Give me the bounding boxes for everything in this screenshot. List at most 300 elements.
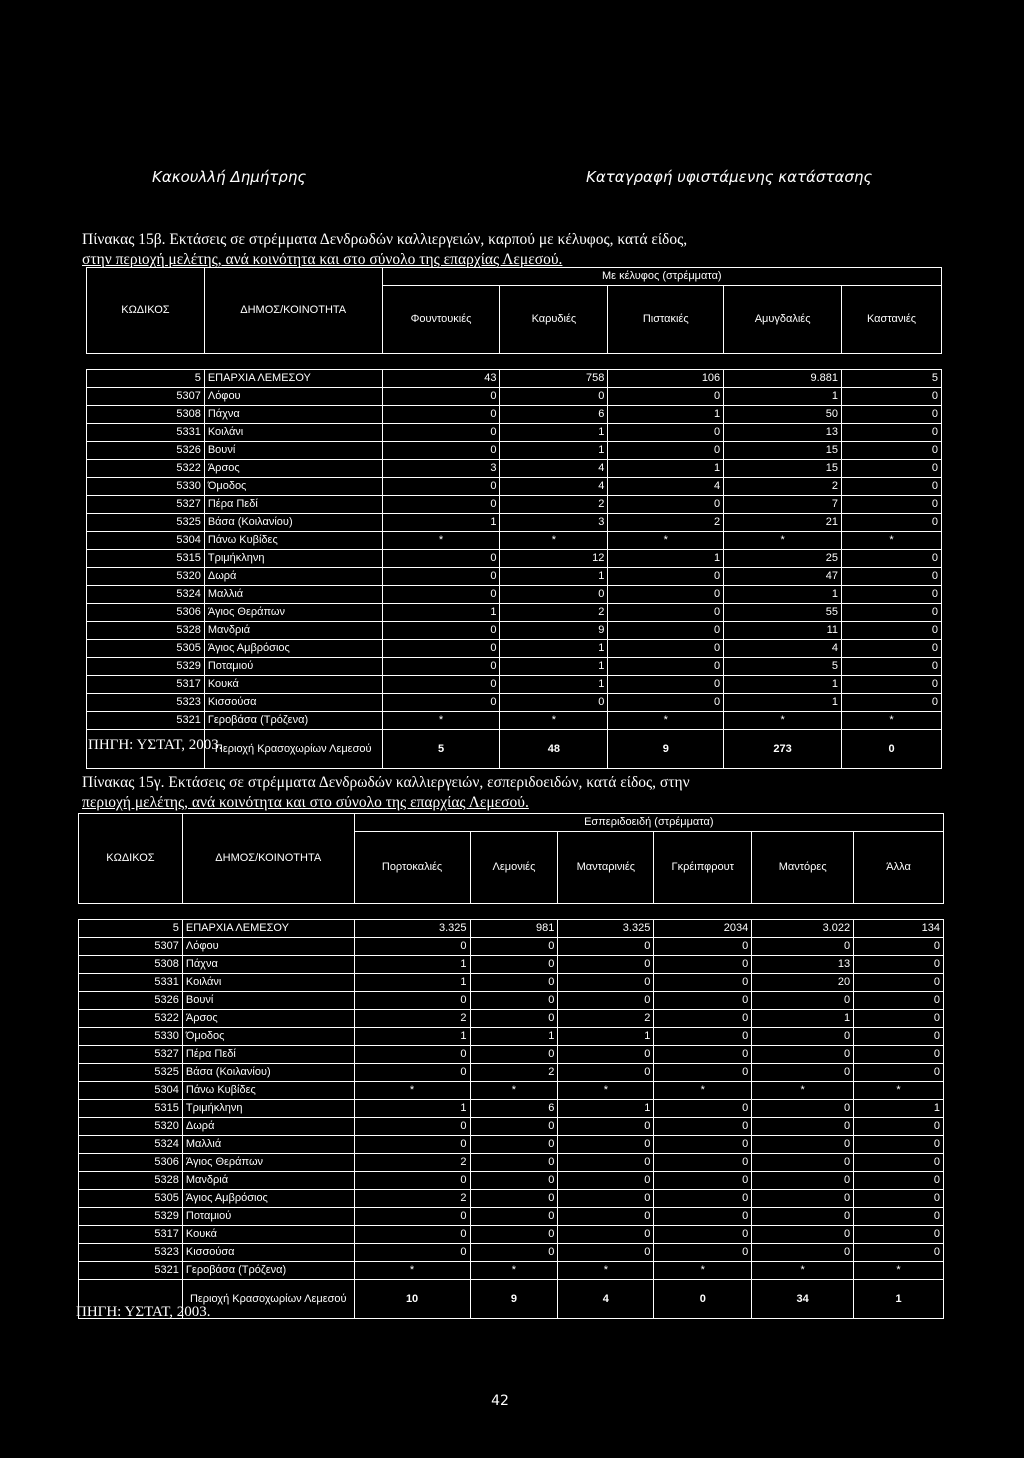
row-name: Τριμήκληνη bbox=[182, 1100, 354, 1118]
row-value: 1 bbox=[500, 640, 608, 658]
row-value: 0 bbox=[558, 956, 654, 974]
row-value: 0 bbox=[382, 388, 500, 406]
row-value: 25 bbox=[724, 550, 842, 568]
row-value: 2 bbox=[724, 478, 842, 496]
row-name: Δωρά bbox=[182, 1118, 354, 1136]
row-value: 0 bbox=[654, 1100, 752, 1118]
row-code: 5304 bbox=[87, 532, 205, 550]
row-value: 0 bbox=[470, 974, 558, 992]
row-value: 0 bbox=[608, 568, 724, 586]
row-value: 1 bbox=[608, 460, 724, 478]
row-name: Κουκά bbox=[204, 676, 382, 694]
row-name: Άγιος Αμβρόσιος bbox=[182, 1190, 354, 1208]
row-value: 0 bbox=[558, 938, 654, 956]
row-value: 0 bbox=[854, 1028, 944, 1046]
row-value: * bbox=[752, 1262, 854, 1280]
table-b-source: ΠΗΓΗ: ΥΣΤΑΤ, 2003. bbox=[88, 737, 223, 753]
row-value: 0 bbox=[558, 1064, 654, 1082]
column-header: Πιστακιές bbox=[608, 286, 724, 354]
row-value: 0 bbox=[382, 406, 500, 424]
row-code: 5325 bbox=[87, 514, 205, 532]
row-value: 0 bbox=[752, 992, 854, 1010]
row-value: 0 bbox=[470, 1046, 558, 1064]
table-row bbox=[87, 694, 942, 712]
row-value: 1 bbox=[752, 1010, 854, 1028]
row-value: 758 bbox=[500, 370, 608, 388]
row-code: 5 bbox=[79, 920, 183, 938]
row-name: Μαλλιά bbox=[182, 1136, 354, 1154]
row-value: 0 bbox=[654, 1064, 752, 1082]
table-row bbox=[87, 370, 942, 388]
row-value: 2 bbox=[354, 1010, 470, 1028]
row-value: 1 bbox=[382, 514, 500, 532]
row-name: Άγιος Θεράπων bbox=[182, 1154, 354, 1172]
row-value: 0 bbox=[382, 640, 500, 658]
row-value: 0 bbox=[354, 1064, 470, 1082]
row-value: 1 bbox=[354, 956, 470, 974]
row-value: 0 bbox=[654, 1118, 752, 1136]
row-value: 0 bbox=[470, 1010, 558, 1028]
total-name: Περιοχή Κρασοχωρίων Λεμεσού bbox=[182, 1280, 354, 1319]
total-value: 273 bbox=[724, 730, 842, 769]
row-value: 0 bbox=[470, 1172, 558, 1190]
total-value: 0 bbox=[654, 1280, 752, 1319]
row-value: 0 bbox=[854, 1172, 944, 1190]
row-value: 0 bbox=[842, 496, 942, 514]
row-value: 0 bbox=[470, 1208, 558, 1226]
row-value: 1 bbox=[500, 442, 608, 460]
row-code: 5306 bbox=[87, 604, 205, 622]
row-value: 0 bbox=[752, 938, 854, 956]
row-value: 0 bbox=[558, 1172, 654, 1190]
row-name: Λόφου bbox=[182, 938, 354, 956]
row-name: Όμοδος bbox=[204, 478, 382, 496]
row-code: 5323 bbox=[87, 694, 205, 712]
row-value: 1 bbox=[724, 388, 842, 406]
row-name: Πέρα Πεδί bbox=[204, 496, 382, 514]
row-name: Βάσα (Κοιλανίου) bbox=[182, 1064, 354, 1082]
row-value: 0 bbox=[654, 956, 752, 974]
row-value: 0 bbox=[842, 406, 942, 424]
row-name: Μανδριά bbox=[182, 1172, 354, 1190]
row-value: 0 bbox=[382, 694, 500, 712]
row-code: 5305 bbox=[87, 640, 205, 658]
row-value: 2 bbox=[354, 1190, 470, 1208]
row-value: 1 bbox=[608, 406, 724, 424]
table-row bbox=[79, 956, 944, 974]
row-value: 21 bbox=[724, 514, 842, 532]
table-row bbox=[87, 478, 942, 496]
row-code: 5327 bbox=[79, 1046, 183, 1064]
row-value: 0 bbox=[470, 1190, 558, 1208]
row-value: * bbox=[470, 1082, 558, 1100]
table-row bbox=[87, 676, 942, 694]
row-value: * bbox=[608, 532, 724, 550]
row-value: 0 bbox=[842, 586, 942, 604]
column-header: Γκρέιπφρουτ bbox=[654, 832, 752, 904]
row-value: 0 bbox=[608, 586, 724, 604]
table-row bbox=[79, 1208, 944, 1226]
row-value: 0 bbox=[842, 640, 942, 658]
row-value: * bbox=[500, 712, 608, 730]
row-value: 0 bbox=[842, 478, 942, 496]
row-value: 0 bbox=[382, 424, 500, 442]
row-value: 5 bbox=[842, 370, 942, 388]
name-column-header: ΔΗΜΟΣ/ΚΟΙΝΟΤΗΤΑ bbox=[204, 268, 382, 354]
row-value: 2 bbox=[500, 496, 608, 514]
row-code: 5326 bbox=[87, 442, 205, 460]
row-value: 12 bbox=[500, 550, 608, 568]
row-value: 0 bbox=[654, 1046, 752, 1064]
row-value: 0 bbox=[842, 568, 942, 586]
row-value: 0 bbox=[854, 938, 944, 956]
row-value: 0 bbox=[608, 694, 724, 712]
row-code: 5331 bbox=[87, 424, 205, 442]
row-value: * bbox=[724, 712, 842, 730]
row-value: 0 bbox=[842, 676, 942, 694]
row-name: Λόφου bbox=[204, 388, 382, 406]
header-section: Καταγραφή υφιστάμενης κατάστασης bbox=[586, 168, 873, 186]
row-code: 5324 bbox=[79, 1136, 183, 1154]
row-name: Πάνω Κυβίδες bbox=[182, 1082, 354, 1100]
row-name: Κοιλάνι bbox=[204, 424, 382, 442]
row-value: 0 bbox=[470, 1154, 558, 1172]
row-value: 0 bbox=[854, 1190, 944, 1208]
table-b-caption bbox=[82, 230, 942, 270]
row-value: 1 bbox=[354, 974, 470, 992]
row-value: 0 bbox=[854, 956, 944, 974]
row-value: 0 bbox=[854, 1136, 944, 1154]
row-value: 13 bbox=[724, 424, 842, 442]
row-code: 5307 bbox=[79, 938, 183, 956]
table-row bbox=[79, 1118, 944, 1136]
column-header: Φουντουκιές bbox=[382, 286, 500, 354]
column-header: Καστανιές bbox=[842, 286, 942, 354]
row-value: 0 bbox=[842, 388, 942, 406]
table-row bbox=[87, 640, 942, 658]
total-value: 10 bbox=[354, 1280, 470, 1319]
row-value: 11 bbox=[724, 622, 842, 640]
row-value: 0 bbox=[842, 604, 942, 622]
row-value: * bbox=[470, 1262, 558, 1280]
row-value: 134 bbox=[854, 920, 944, 938]
table-row bbox=[87, 712, 942, 730]
row-code: 5320 bbox=[79, 1118, 183, 1136]
code-column-header: ΚΩΔΙΚΟΣ bbox=[87, 268, 205, 354]
column-header: Μανταρινιές bbox=[558, 832, 654, 904]
row-value: 0 bbox=[654, 1208, 752, 1226]
row-value: 9.881 bbox=[724, 370, 842, 388]
row-code: 5326 bbox=[79, 992, 183, 1010]
row-value: 0 bbox=[842, 424, 942, 442]
row-code: 5324 bbox=[87, 586, 205, 604]
row-value: 106 bbox=[608, 370, 724, 388]
table-b-caption-line1: Πίνακας 15β. Εκτάσεις σε στρέμματα Δενδρωδών καλλιεργειών, καρπού με κέλυφος, κατά είδος, bbox=[82, 231, 688, 248]
column-header: Άλλα bbox=[854, 832, 944, 904]
row-value: * bbox=[724, 532, 842, 550]
row-name: Μαλλιά bbox=[204, 586, 382, 604]
row-name: Άρσος bbox=[182, 1010, 354, 1028]
row-name: Άρσος bbox=[204, 460, 382, 478]
row-value: 0 bbox=[752, 1046, 854, 1064]
table-b bbox=[86, 267, 942, 769]
row-value: 13 bbox=[752, 956, 854, 974]
row-value: 0 bbox=[854, 1064, 944, 1082]
row-name: Πάχνα bbox=[182, 956, 354, 974]
row-code: 5317 bbox=[79, 1226, 183, 1244]
row-value: 0 bbox=[470, 956, 558, 974]
table-c bbox=[78, 813, 944, 1319]
row-code: 5315 bbox=[87, 550, 205, 568]
row-name: Τριμήκληνη bbox=[204, 550, 382, 568]
row-value: * bbox=[842, 712, 942, 730]
row-value: 47 bbox=[724, 568, 842, 586]
table-row bbox=[79, 992, 944, 1010]
row-value: 0 bbox=[558, 1244, 654, 1262]
row-value: 0 bbox=[608, 640, 724, 658]
row-value: 0 bbox=[752, 1136, 854, 1154]
row-value: 0 bbox=[842, 460, 942, 478]
total-value: 5 bbox=[382, 730, 500, 769]
row-value: 3.022 bbox=[752, 920, 854, 938]
row-value: 6 bbox=[470, 1100, 558, 1118]
table-row bbox=[87, 424, 942, 442]
column-header: Πορτοκαλιές bbox=[354, 832, 470, 904]
row-code: 5306 bbox=[79, 1154, 183, 1172]
row-name: Κοιλάνι bbox=[182, 974, 354, 992]
column-header: Αμυγδαλιές bbox=[724, 286, 842, 354]
column-header: Καρυδιές bbox=[500, 286, 608, 354]
row-value: 6 bbox=[500, 406, 608, 424]
row-value: 0 bbox=[854, 974, 944, 992]
row-value: 0 bbox=[752, 1226, 854, 1244]
row-value: 4 bbox=[608, 478, 724, 496]
row-code: 5329 bbox=[79, 1208, 183, 1226]
table-row bbox=[87, 406, 942, 424]
row-value: 0 bbox=[608, 388, 724, 406]
row-value: 0 bbox=[842, 442, 942, 460]
table-row bbox=[87, 460, 942, 478]
row-value: 0 bbox=[752, 1118, 854, 1136]
row-value: 0 bbox=[752, 1028, 854, 1046]
table-row bbox=[87, 658, 942, 676]
row-value: 0 bbox=[558, 992, 654, 1010]
row-value: 0 bbox=[608, 424, 724, 442]
row-value: 0 bbox=[354, 1226, 470, 1244]
header-author: Κακουλλή Δημήτρης bbox=[152, 168, 307, 186]
total-value: 0 bbox=[842, 730, 942, 769]
row-name: Όμοδος bbox=[182, 1028, 354, 1046]
table-row bbox=[87, 622, 942, 640]
row-value: 0 bbox=[842, 694, 942, 712]
row-value: 0 bbox=[470, 938, 558, 956]
total-value: 9 bbox=[470, 1280, 558, 1319]
total-value: 9 bbox=[608, 730, 724, 769]
row-value: 3.325 bbox=[354, 920, 470, 938]
row-value: 2 bbox=[354, 1154, 470, 1172]
row-value: 20 bbox=[752, 974, 854, 992]
row-value: 0 bbox=[500, 388, 608, 406]
row-value: 0 bbox=[354, 1244, 470, 1262]
table-row bbox=[79, 1190, 944, 1208]
table-row bbox=[87, 496, 942, 514]
table-c-caption-line2: περιοχή μελέτης, ανά κοινότητα και στο σύνολο της επαρχίας Λεμεσού. bbox=[82, 794, 529, 811]
row-value: 1 bbox=[608, 550, 724, 568]
row-value: 50 bbox=[724, 406, 842, 424]
row-value: 0 bbox=[382, 676, 500, 694]
row-value: 0 bbox=[354, 1172, 470, 1190]
row-value: 2 bbox=[470, 1064, 558, 1082]
table-row bbox=[79, 1154, 944, 1172]
row-value: 0 bbox=[608, 604, 724, 622]
row-name: Βάσα (Κοιλανίου) bbox=[204, 514, 382, 532]
row-value: 0 bbox=[558, 1046, 654, 1064]
row-value: 1 bbox=[500, 676, 608, 694]
table-row bbox=[87, 550, 942, 568]
row-value: 1 bbox=[724, 676, 842, 694]
row-value: 55 bbox=[724, 604, 842, 622]
row-value: 7 bbox=[724, 496, 842, 514]
row-code: 5328 bbox=[87, 622, 205, 640]
table-row bbox=[87, 442, 942, 460]
table-row bbox=[79, 920, 944, 938]
row-value: 0 bbox=[354, 992, 470, 1010]
row-value: 0 bbox=[500, 694, 608, 712]
row-value: 0 bbox=[558, 1208, 654, 1226]
row-code: 5304 bbox=[79, 1082, 183, 1100]
row-value: * bbox=[354, 1262, 470, 1280]
row-value: 1 bbox=[500, 424, 608, 442]
row-value: 0 bbox=[608, 496, 724, 514]
row-value: 0 bbox=[500, 586, 608, 604]
row-value: 0 bbox=[382, 478, 500, 496]
row-value: 0 bbox=[752, 1100, 854, 1118]
row-value: 1 bbox=[500, 658, 608, 676]
column-header: Λεμονιές bbox=[470, 832, 558, 904]
row-code: 5325 bbox=[79, 1064, 183, 1082]
row-value: 0 bbox=[382, 442, 500, 460]
row-value: * bbox=[558, 1082, 654, 1100]
row-value: 0 bbox=[354, 1136, 470, 1154]
row-value: 0 bbox=[558, 1154, 654, 1172]
row-value: 1 bbox=[470, 1028, 558, 1046]
table-row bbox=[79, 1136, 944, 1154]
row-value: 0 bbox=[558, 1118, 654, 1136]
row-value: 0 bbox=[854, 1118, 944, 1136]
row-value: 15 bbox=[724, 460, 842, 478]
table-row bbox=[79, 1082, 944, 1100]
table-row bbox=[79, 1046, 944, 1064]
row-value: 0 bbox=[608, 622, 724, 640]
row-code: 5330 bbox=[87, 478, 205, 496]
row-value: 0 bbox=[842, 622, 942, 640]
table-row bbox=[87, 568, 942, 586]
row-code: 5329 bbox=[87, 658, 205, 676]
row-value: 0 bbox=[382, 658, 500, 676]
table-c-source: ΠΗΓΗ: ΥΣΤΑΤ, 2003. bbox=[76, 1304, 211, 1320]
table-row bbox=[79, 1172, 944, 1190]
row-value: * bbox=[382, 532, 500, 550]
row-value: 1 bbox=[500, 568, 608, 586]
row-value: 1 bbox=[724, 694, 842, 712]
row-code: 5317 bbox=[87, 676, 205, 694]
row-value: 0 bbox=[608, 676, 724, 694]
row-value: * bbox=[854, 1082, 944, 1100]
row-value: * bbox=[654, 1262, 752, 1280]
row-value: 1 bbox=[724, 586, 842, 604]
total-value: 34 bbox=[752, 1280, 854, 1319]
row-value: 9 bbox=[500, 622, 608, 640]
row-name: Γεροβάσα (Τρόζενα) bbox=[204, 712, 382, 730]
row-code: 5323 bbox=[79, 1244, 183, 1262]
row-code: 5320 bbox=[87, 568, 205, 586]
total-value: 4 bbox=[558, 1280, 654, 1319]
row-value: 0 bbox=[654, 1028, 752, 1046]
row-value: 1 bbox=[558, 1100, 654, 1118]
table-row bbox=[79, 1226, 944, 1244]
row-code: 5328 bbox=[79, 1172, 183, 1190]
table-row bbox=[87, 532, 942, 550]
row-value: 0 bbox=[854, 992, 944, 1010]
row-value: 0 bbox=[854, 1244, 944, 1262]
row-value: 0 bbox=[854, 1226, 944, 1244]
row-value: 4 bbox=[500, 460, 608, 478]
table-row bbox=[79, 974, 944, 992]
row-name: Μανδριά bbox=[204, 622, 382, 640]
row-value: 4 bbox=[500, 478, 608, 496]
table-c-caption-line1: Πίνακας 15γ. Εκτάσεις σε στρέμματα Δενδρωδών καλλιεργειών, εσπεριδοειδών, κατά είδος, στην bbox=[82, 774, 690, 791]
row-name: Κουκά bbox=[182, 1226, 354, 1244]
table-row bbox=[79, 1010, 944, 1028]
table-row bbox=[79, 1100, 944, 1118]
row-value: 1 bbox=[354, 1100, 470, 1118]
row-name: Πάχνα bbox=[204, 406, 382, 424]
row-value: 0 bbox=[608, 658, 724, 676]
row-value: 3 bbox=[382, 460, 500, 478]
row-name: ΕΠΑΡΧΙΑ ΛΕΜΕΣΟΥ bbox=[182, 920, 354, 938]
name-column-header: ΔΗΜΟΣ/ΚΟΙΝΟΤΗΤΑ bbox=[182, 814, 354, 904]
table-c-caption bbox=[82, 773, 942, 813]
row-value: 0 bbox=[608, 442, 724, 460]
row-value: 0 bbox=[854, 1046, 944, 1064]
row-code: 5322 bbox=[79, 1010, 183, 1028]
row-value: 0 bbox=[752, 1154, 854, 1172]
row-code: 5308 bbox=[87, 406, 205, 424]
row-code: 5305 bbox=[79, 1190, 183, 1208]
row-value: 2034 bbox=[654, 920, 752, 938]
row-value: 3 bbox=[500, 514, 608, 532]
page-number: 42 bbox=[491, 1393, 509, 1409]
row-name: Πάνω Κυβίδες bbox=[204, 532, 382, 550]
row-value: 0 bbox=[470, 992, 558, 1010]
row-value: 0 bbox=[558, 974, 654, 992]
row-value: 2 bbox=[608, 514, 724, 532]
group-header: Με κέλυφος (στρέμματα) bbox=[382, 268, 941, 286]
row-value: 0 bbox=[654, 938, 752, 956]
table-row bbox=[87, 388, 942, 406]
row-code: 5308 bbox=[79, 956, 183, 974]
row-value: 0 bbox=[654, 1010, 752, 1028]
row-value: 0 bbox=[354, 1118, 470, 1136]
row-value: 43 bbox=[382, 370, 500, 388]
total-name: Περιοχή Κρασοχωρίων Λεμεσού bbox=[204, 730, 382, 769]
row-name: Βουνί bbox=[182, 992, 354, 1010]
row-value: * bbox=[752, 1082, 854, 1100]
row-value: 3.325 bbox=[558, 920, 654, 938]
table-row bbox=[87, 514, 942, 532]
table-row bbox=[79, 1262, 944, 1280]
column-header: Μαντόρες bbox=[752, 832, 854, 904]
